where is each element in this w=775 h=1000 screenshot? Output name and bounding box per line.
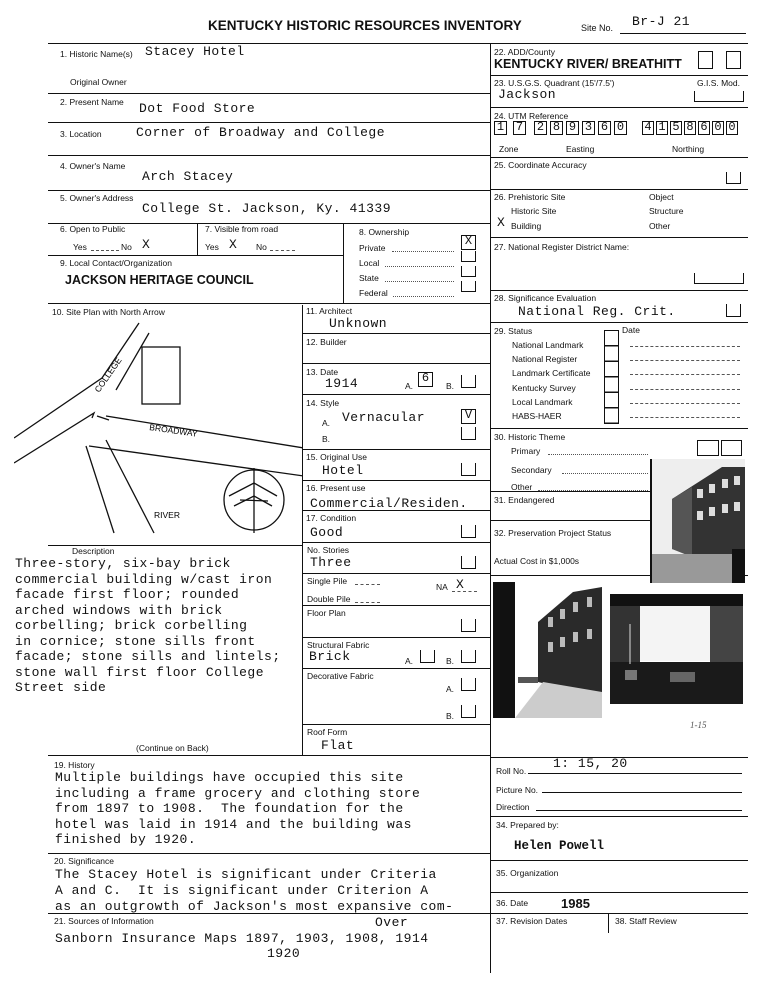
roof-form-value: Flat <box>321 738 355 753</box>
significance-eval-box[interactable] <box>726 304 741 317</box>
description-line: corbelling; brick corbelling <box>15 618 248 633</box>
description-line: commercial building w/cast iron <box>15 571 273 587</box>
style-a-label: A. <box>322 418 331 428</box>
owner-name-value: Arch Stacey <box>142 169 234 184</box>
floor-plan-label: Floor Plan <box>307 608 346 618</box>
county-code-box-1[interactable] <box>698 51 713 69</box>
style-value: Vernacular <box>342 410 426 425</box>
history-line: Multiple buildings have occupied this site <box>55 770 404 785</box>
zone-label: Zone <box>499 144 519 154</box>
description-line: stone wall first floor College <box>15 664 265 680</box>
county-code-box-2[interactable] <box>726 51 741 69</box>
ownership-state-checkbox[interactable] <box>461 266 476 277</box>
significance-eval-value: National Reg. Crit. <box>518 304 676 319</box>
utm-northing-digit: 0 <box>726 121 738 135</box>
roll-no-value: 1: 15, 20 <box>553 756 628 771</box>
photo-note: 1-15 <box>690 720 707 730</box>
description-line: Street side <box>15 680 107 695</box>
open-public-label: 6. Open to Public <box>60 224 126 234</box>
map-label-broadway: BROADWAY <box>148 422 199 439</box>
status-item: National Register <box>512 354 578 364</box>
condition-value: Good <box>310 525 344 540</box>
significance-eval-label: 28. Significance Evaluation <box>494 293 597 303</box>
visible-road-yes: Yes <box>205 242 219 252</box>
decorative-b-box[interactable] <box>461 705 476 718</box>
form-title: KENTUCKY HISTORIC RESOURCES INVENTORY <box>208 18 522 33</box>
style-label: 14. Style <box>306 398 340 408</box>
status-label: 29. Status <box>494 326 533 336</box>
structural-a-label: A. <box>405 656 414 666</box>
date-a-label: A. <box>405 381 414 391</box>
historic-theme-label: 30. Historic Theme <box>494 432 566 442</box>
single-pile-label: Single Pile <box>307 576 348 586</box>
gis-mod-label: G.I.S. Mod. <box>697 78 740 88</box>
utm-easting-digit: 9 <box>566 121 579 135</box>
stories-label: No. Stories <box>307 545 350 555</box>
style-a-box[interactable]: V <box>461 409 476 424</box>
ownership-label: 8. Ownership <box>359 227 410 237</box>
photo-street-view <box>493 582 602 718</box>
status-item: National Landmark <box>512 340 584 350</box>
decorative-b-label: B. <box>446 711 455 721</box>
historic-theme-box-2[interactable] <box>721 440 742 456</box>
ownership-private: Private <box>359 243 386 253</box>
visible-road-label: 7. Visible from road <box>205 224 279 234</box>
site-plan-sketch <box>14 318 302 543</box>
date-b-label: B. <box>446 381 455 391</box>
utm-easting-digit: 3 <box>582 121 595 135</box>
utm-zone-digit: 1 <box>494 121 507 135</box>
site-no-label: Site No. <box>581 23 614 33</box>
original-use-box[interactable] <box>461 463 476 476</box>
utm-zone-digit: 7 <box>513 121 526 135</box>
history-line: including a frame grocery and clothing store <box>55 785 421 801</box>
decorative-a-label: A. <box>446 684 455 694</box>
historic-theme-box-1[interactable] <box>697 440 719 456</box>
history-line: from 1897 to 1908. The foundation for the <box>55 801 404 816</box>
structural-fabric-label: Structural Fabric <box>307 640 370 650</box>
easting-label: Easting <box>566 144 595 154</box>
map-label-river: RIVER <box>154 510 180 520</box>
utm-easting-digit: 8 <box>550 121 563 135</box>
original-use-value: Hotel <box>322 463 364 478</box>
floor-plan-box[interactable] <box>461 619 476 632</box>
builder-label: 12. Builder <box>306 337 347 347</box>
usgs-quadrant-value: Jackson <box>498 87 557 102</box>
stories-box[interactable] <box>461 556 476 569</box>
location-value: Corner of Broadway and College <box>136 125 386 140</box>
owner-address-label: 5. Owner's Address <box>60 193 134 203</box>
object-label: Object <box>649 192 674 202</box>
photo-street-corner <box>650 459 745 583</box>
visible-road-mark: X <box>229 237 238 252</box>
status-item: Local Landmark <box>512 397 573 407</box>
description-line: Three-story, six-bay brick <box>15 556 231 571</box>
prepared-by-value: Helen Powell <box>514 839 605 853</box>
utm-easting-digit: 2 <box>534 121 547 135</box>
prehistoric-site-label: 26. Prehistoric Site <box>494 192 566 202</box>
site-no-value: Br-J 21 <box>632 14 691 29</box>
utm-northing-digit: 5 <box>670 121 682 135</box>
history-line: hotel was laid in 1914 and the building was <box>55 816 412 832</box>
utm-northing-digit: 0 <box>712 121 724 135</box>
double-pile-label: Double Pile <box>307 594 351 604</box>
add-county-value: KENTUCKY RIVER/ BREATHITT <box>494 57 682 71</box>
add-county-label: 22. ADD/County <box>494 47 555 57</box>
structure-label: Structure <box>649 206 684 216</box>
present-name-label: 2. Present Name <box>60 97 124 107</box>
usgs-quadrant-label: 23. U.S.G.S. Quadrant (15'/7.5') <box>494 78 615 88</box>
other-label: Other <box>649 221 671 231</box>
sources-line: Sanborn Insurance Maps 1897, 1903, 1908, 1914 <box>55 931 429 946</box>
utm-easting-digit: 0 <box>614 121 627 135</box>
historic-name-label: 1. Historic Name(s) <box>60 49 133 59</box>
structural-a-box[interactable] <box>420 650 435 663</box>
decorative-a-box[interactable] <box>461 678 476 691</box>
status-date-label: Date <box>622 325 640 335</box>
architect-label: 11. Architect <box>306 306 353 316</box>
sources-label: 21. Sources of Information <box>54 916 154 926</box>
significance-label: 20. Significance <box>54 856 115 866</box>
theme-other: Other <box>511 482 533 492</box>
building-label: Building <box>511 221 542 231</box>
history-label: 19. History <box>54 760 95 770</box>
actual-cost-label: Actual Cost in $1,000s <box>494 556 580 566</box>
description-label: Description <box>72 546 115 556</box>
theme-primary: Primary <box>511 446 541 456</box>
visible-road-no: No <box>256 242 267 252</box>
na-label: NA <box>436 582 448 592</box>
theme-secondary: Secondary <box>511 465 552 475</box>
status-item: Kentucky Survey <box>512 383 576 393</box>
present-use-value: Commercial/Residen. <box>310 496 468 511</box>
significance-line: The Stacey Hotel is significant under Criteria <box>55 867 437 882</box>
date-label: 13. Date <box>306 367 339 377</box>
utm-northing-digit: 1 <box>656 121 668 135</box>
local-contact-label: 9. Local Contact/Organization <box>60 258 172 268</box>
history-line: finished by 1920. <box>55 832 197 847</box>
location-label: 3. Location <box>60 129 102 139</box>
date-prepared-value: 1985 <box>561 896 590 911</box>
ownership-private-checkbox[interactable]: X <box>461 235 476 250</box>
ownership-local: Local <box>359 258 380 268</box>
status-item: Landmark Certificate <box>512 368 591 378</box>
significance-line: as an outgrowth of Jackson's most expansive com- <box>55 899 454 914</box>
direction-label: Direction <box>496 802 530 812</box>
historic-site-label: Historic Site <box>511 206 557 216</box>
roll-no-label: Roll No. <box>496 766 527 776</box>
original-use-label: 15. Original Use <box>306 452 367 462</box>
nr-district-label: 27. National Register District Name: <box>494 242 630 252</box>
original-owner-label: Original Owner <box>70 77 127 87</box>
northing-label: Northing <box>672 144 705 154</box>
present-use-label: 16. Present use <box>306 483 366 493</box>
utm-easting-boxes[interactable] <box>534 121 627 135</box>
architect-value: Unknown <box>329 316 388 331</box>
open-public-mark: X <box>142 237 151 252</box>
staff-review-label: 38. Staff Review <box>615 916 677 926</box>
sources-line: 1920 <box>267 946 301 961</box>
utm-reference-label: 24. UTM Reference <box>494 111 569 121</box>
date-value: 1914 <box>325 376 359 391</box>
structural-fabric-value: Brick <box>309 649 351 664</box>
description-line: in cornice; stone sills front <box>15 633 256 649</box>
ownership-local-checkbox[interactable] <box>461 251 476 262</box>
site-plan-label: 10. Site Plan with North Arrow <box>52 307 165 317</box>
style-b-box[interactable] <box>461 427 476 440</box>
endangered-label: 31. Endangered <box>494 495 555 505</box>
structural-b-box[interactable] <box>461 650 476 663</box>
utm-northing-boxes[interactable] <box>642 121 738 135</box>
prepared-by-label: 34. Prepared by: <box>496 820 559 830</box>
revision-dates-label: 37. Revision Dates <box>496 916 568 926</box>
description-line: facade first floor; rounded <box>15 587 240 602</box>
structural-b-label: B. <box>446 656 455 666</box>
preservation-status-label: 32. Preservation Project Status <box>494 528 612 538</box>
description-line: arched windows with brick <box>15 602 223 618</box>
nr-district-boxes[interactable] <box>694 273 744 284</box>
over-note: Over <box>375 915 409 930</box>
condition-box[interactable] <box>461 525 476 538</box>
stories-value: Three <box>310 555 352 570</box>
present-name-value: Dot Food Store <box>139 101 256 116</box>
coordinate-accuracy-label: 25. Coordinate Accuracy <box>494 160 587 170</box>
building-mark: X <box>497 215 506 230</box>
local-contact-value: JACKSON HERITAGE COUNCIL <box>65 273 254 287</box>
picture-no-label: Picture No. <box>496 785 539 795</box>
decorative-fabric-label: Decorative Fabric <box>307 671 374 681</box>
roof-form-label: Roof Form <box>307 727 348 737</box>
open-public-yes: Yes <box>73 242 87 252</box>
na-mark: X <box>456 577 465 592</box>
date-b-box[interactable] <box>461 375 476 388</box>
date-prepared-label: 36. Date <box>496 898 529 908</box>
condition-label: 17. Condition <box>306 513 357 523</box>
description-line: facade; stone sills and lintels; <box>15 649 281 664</box>
style-b-label: B. <box>322 434 331 444</box>
open-public-no: No <box>121 242 132 252</box>
coordinate-accuracy-box[interactable] <box>726 172 741 184</box>
utm-easting-digit: 6 <box>598 121 611 135</box>
ownership-federal: Federal <box>359 288 388 298</box>
owner-name-label: 4. Owner's Name <box>60 161 126 171</box>
photo-building-front <box>610 594 743 704</box>
significance-line: A and C. It is significant under Criterion A <box>55 883 429 898</box>
owner-address-value: College St. Jackson, Ky. 41339 <box>142 201 392 216</box>
organization-label: 35. Organization <box>496 868 559 878</box>
ownership-state: State <box>359 273 379 283</box>
utm-northing-digit: 8 <box>684 121 696 135</box>
status-checkbox-column[interactable] <box>604 330 619 424</box>
map-label-college: COLLEGE <box>92 355 124 395</box>
date-a-box[interactable]: 6 <box>418 372 433 387</box>
gis-mod-boxes[interactable] <box>694 91 744 102</box>
historic-name-value: Stacey Hotel <box>145 44 245 59</box>
status-item: HABS-HAER <box>512 411 562 421</box>
utm-northing-digit: 6 <box>698 121 710 135</box>
continue-on-back: (Continue on Back) <box>136 743 209 753</box>
utm-northing-digit: 4 <box>642 121 654 135</box>
utm-zone-boxes[interactable] <box>494 121 526 135</box>
ownership-federal-checkbox[interactable] <box>461 281 476 292</box>
